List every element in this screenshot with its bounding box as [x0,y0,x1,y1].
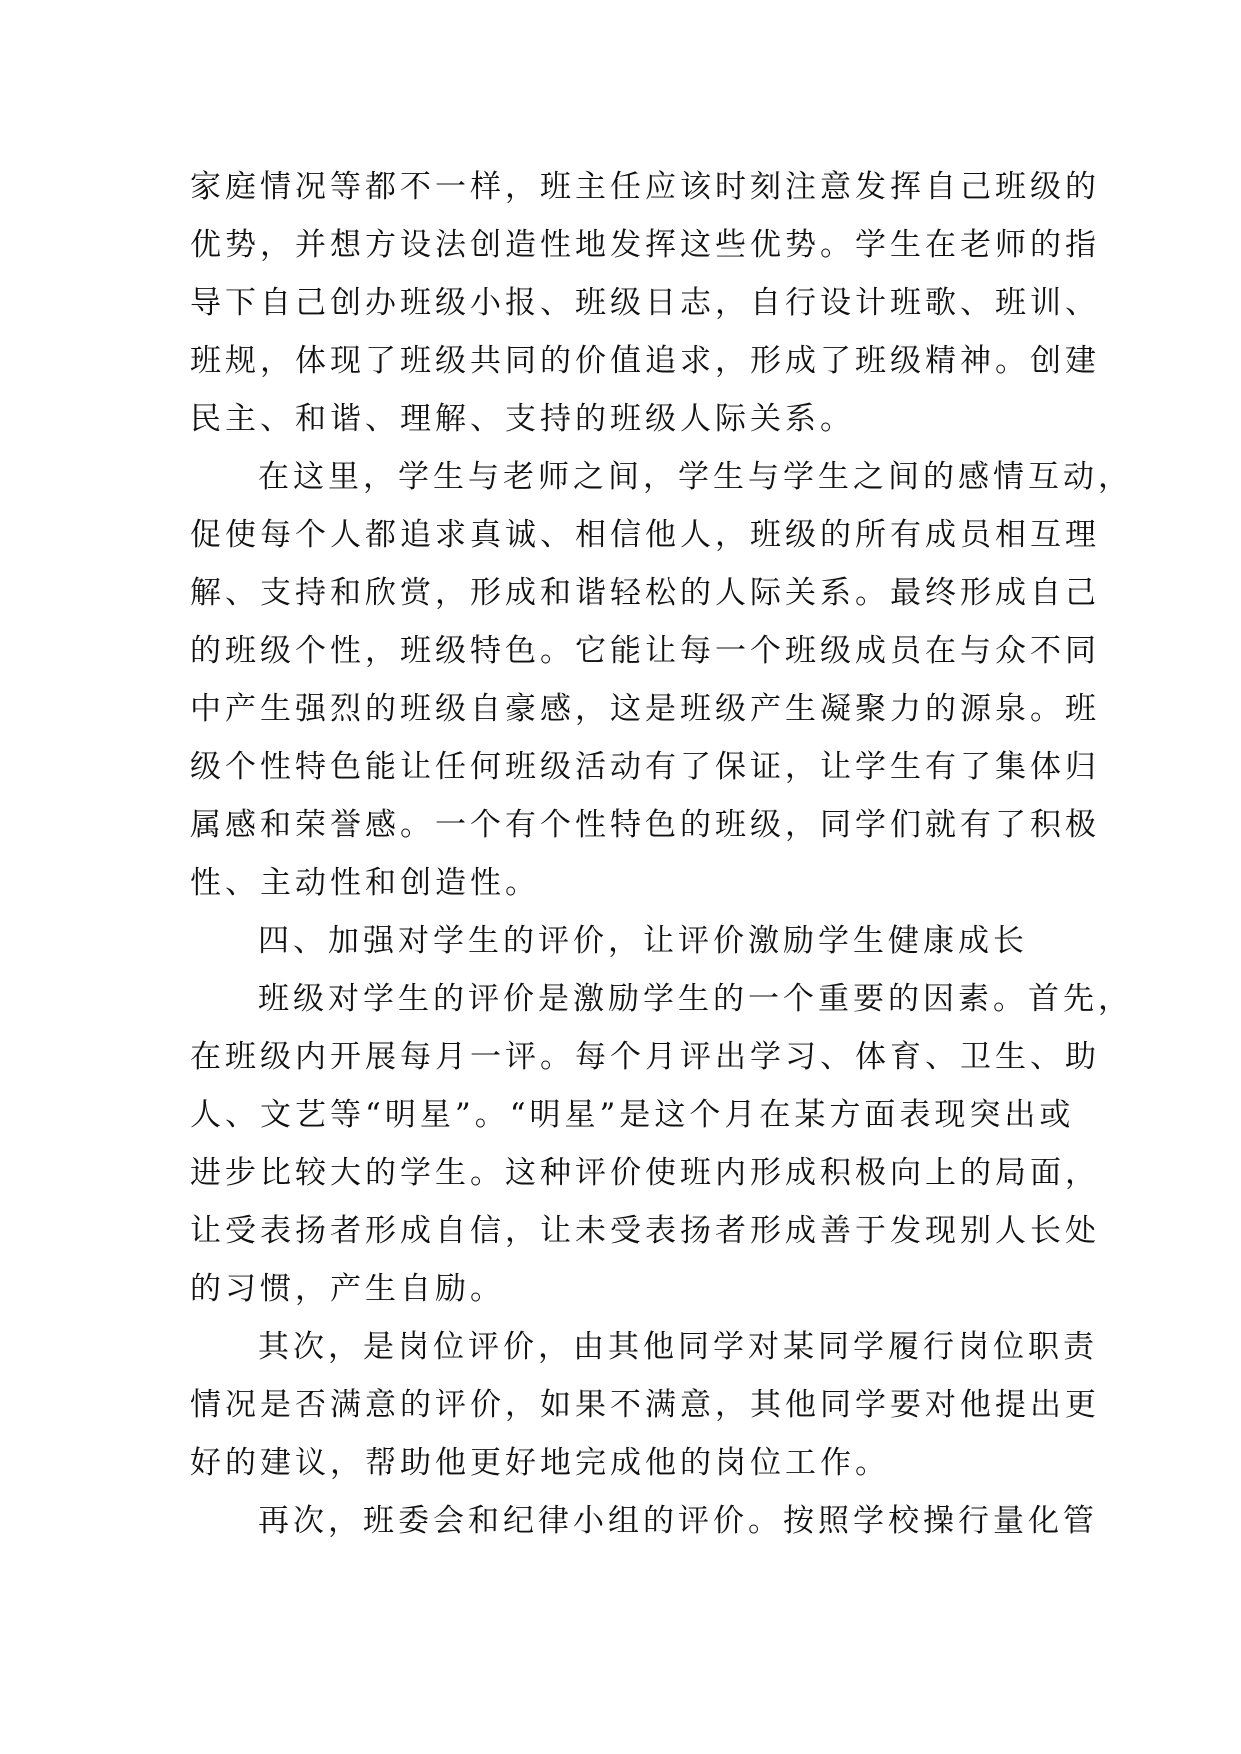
paragraph-line: 班规，体现了班级共同的价值追求，形成了班级精神。创建 [190,343,1100,379]
paragraph-line: 性、主动性和创造性。 [190,865,540,901]
paragraph-line: 促使每个人都追求真诚、相信他人，班级的所有成员相互理 [190,517,1100,553]
paragraph-line: 进步比较大的学生。这种评价使班内形成积极向上的局面， [190,1155,1100,1191]
section-heading: 四、加强对学生的评价，让评价激励学生健康成长 [258,923,1028,959]
document-page [190,158,1133,1550]
paragraph-first-line: 在这里，学生与老师之间，学生与学生之间的感情互动， [258,459,1133,495]
paragraph-line: 的班级个性，班级特色。它能让每一个班级成员在与众不同 [190,633,1100,669]
paragraph-line: 好的建议，帮助他更好地完成他的岗位工作。 [190,1445,890,1481]
paragraph-line: 中产生强烈的班级自豪感，这是班级产生凝聚力的源泉。班 [190,691,1100,727]
paragraph-line: 情况是否满意的评价，如果不满意，其他同学要对他提出更 [190,1387,1100,1423]
paragraph-line: 级个性特色能让任何班级活动有了保证，让学生有了集体归 [190,749,1100,785]
paragraph-line: 人、文艺等“明星”。“明星”是这个月在某方面表现突出或 [190,1097,1075,1133]
paragraph-line: 优势，并想方设法创造性地发挥这些优势。学生在老师的指 [190,227,1100,263]
paragraph-line: 属感和荣誉感。一个有个性特色的班级，同学们就有了积极 [190,807,1100,843]
paragraph-line: 家庭情况等都不一样，班主任应该时刻注意发挥自己班级的 [190,169,1100,205]
paragraph-line: 让受表扬者形成自信，让未受表扬者形成善于发现别人长处 [190,1213,1100,1249]
paragraph-first-line: 再次，班委会和纪律小组的评价。按照学校操行量化管 [258,1503,1098,1539]
paragraph-line: 的习惯，产生自励。 [190,1271,505,1307]
paragraph-line: 在班级内开展每月一评。每个月评出学习、体育、卫生、助 [190,1039,1100,1075]
paragraph-first-line: 班级对学生的评价是激励学生的一个重要的因素。首先， [258,981,1133,1017]
paragraph-line: 导下自己创办班级小报、班级日志，自行设计班歌、班训、 [190,285,1100,321]
paragraph-first-line: 其次，是岗位评价，由其他同学对某同学履行岗位职责 [258,1329,1098,1365]
paragraph-line: 解、支持和欣赏，形成和谐轻松的人际关系。最终形成自己 [190,575,1100,611]
paragraph-line: 民主、和谐、理解、支持的班级人际关系。 [190,401,855,437]
